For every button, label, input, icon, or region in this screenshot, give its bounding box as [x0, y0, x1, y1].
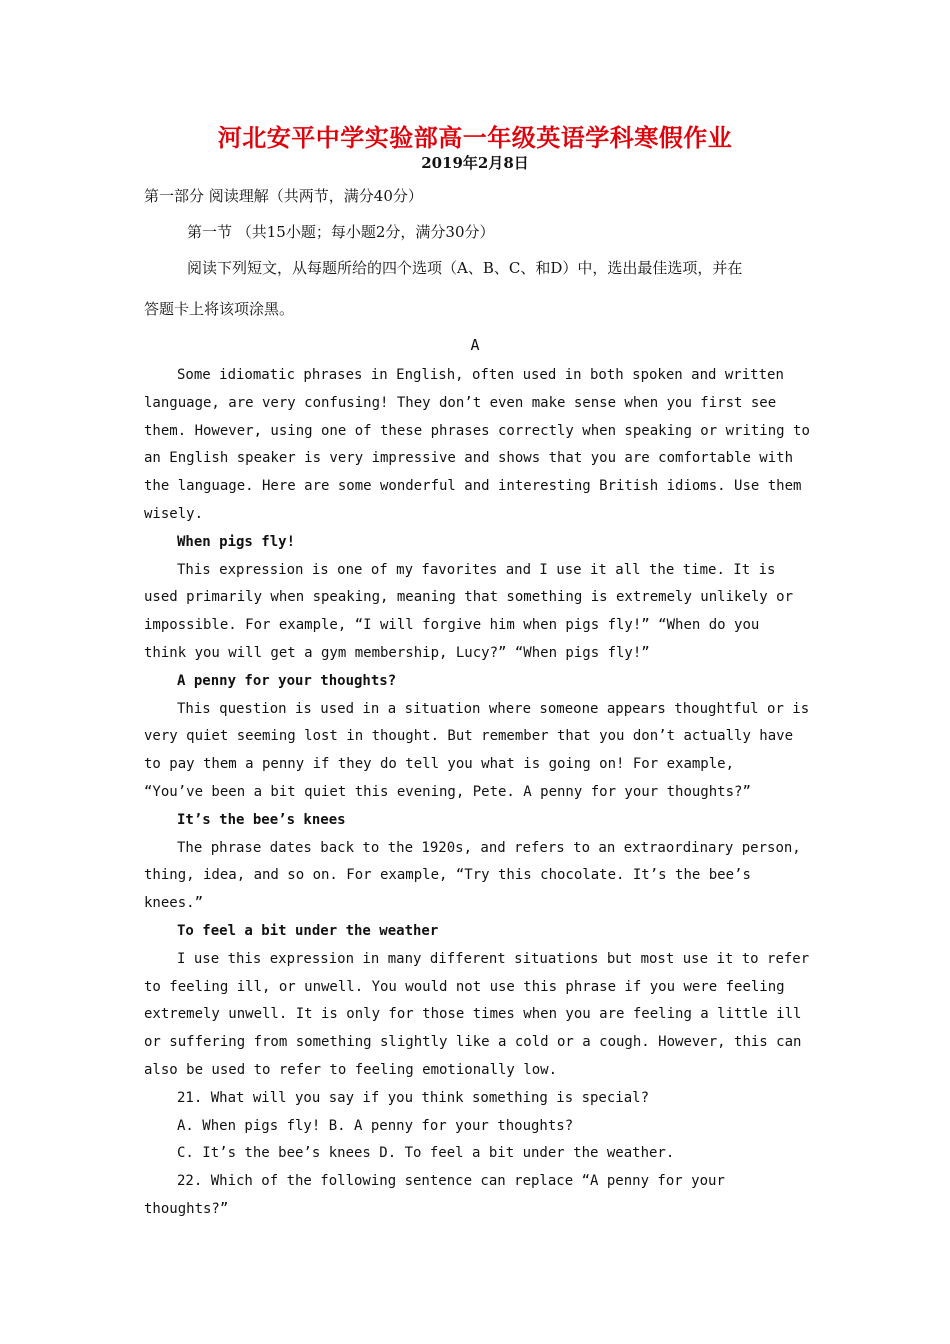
passage-line: I use this expression in many different situations but most use it to refer [177, 950, 810, 967]
passage-line: 21. What will you say if you think something is special? [177, 1089, 650, 1106]
instruction-line-2: 答题卡上将该项涂黑。 [144, 300, 295, 318]
passage-line: language, are very confusing! They don’t even make sense when you first see [144, 394, 777, 411]
passage-line: them. However, using one of these phrases correctly when speaking or writing to [144, 422, 810, 439]
passage-line: A. When pigs fly! B. A penny for your thoughts? [177, 1117, 574, 1134]
passage-line: or suffering from something slightly like a cold or a cough. However, this can [144, 1034, 802, 1051]
passage-line: an English speaker is very impressive and shows that you are comfortable with [144, 450, 794, 467]
section-heading: 第一节 （共15小题；每小题2分，满分30分） [187, 223, 495, 241]
idiom-heading: It’s the bee’s knees [177, 811, 346, 828]
part-heading: 第一部分 阅读理解（共两节，满分40分） [144, 187, 423, 205]
passage-line: This question is used in a situation where someone appears thoughtful or is [177, 700, 810, 717]
passage-line: C. It’s the bee’s knees D. To feel a bit under the weather. [177, 1145, 675, 1162]
passage-line: to feeling ill, or unwell. You would not use this phrase if you were feeling [144, 978, 785, 995]
passage-line: thing, idea, and so on. For example, “Try this chocolate. It’s the bee’s [144, 867, 751, 884]
passage-label: A [470, 336, 480, 354]
passage-line: 22. Which of the following sentence can replace “A penny for your [177, 1173, 725, 1190]
idiom-heading: A penny for your thoughts? [177, 672, 397, 689]
page-title: 河北安平中学实验部高一年级英语学科寒假作业 [217, 123, 733, 152]
passage-line: also be used to refer to feeling emotionally low. [144, 1061, 558, 1078]
passage-line: used primarily when speaking, meaning that something is extremely unlikely or [144, 589, 794, 606]
passage-line: Some idiomatic phrases in English, often used in both spoken and written [177, 367, 784, 383]
passage-line: knees.” [144, 895, 204, 912]
passage-line: extremely unwell. It is only for those times when you are feeling a little ill [144, 1006, 802, 1023]
passage-line: think you will get a gym membership, Lucy?” “When pigs fly!” [144, 644, 650, 661]
passage-line: very quiet seeming lost in thought. But remember that you don’t actually have [144, 728, 794, 745]
page-date: 2019年2月8日 [421, 154, 529, 172]
passage-line: wisely. [144, 505, 204, 522]
passage-line: This expression is one of my favorites and I use it all the time. It is [177, 561, 776, 578]
passage-line: “You’ve been a bit quiet this evening, Pete. A penny for your thoughts?” [144, 783, 751, 800]
instruction-line-1: 阅读下列短文，从每题所给的四个选项（A、B、C、和D）中，选出最佳选项，并在 [187, 259, 743, 277]
idiom-heading: To feel a bit under the weather [177, 922, 439, 939]
passage-line: the language. Here are some wonderful and interesting British idioms. Use them [144, 478, 802, 495]
passage-line: thoughts?” [144, 1200, 229, 1217]
passage-line: The phrase dates back to the 1920s, and refers to an extraordinary person, [177, 839, 801, 856]
passage-line: impossible. For example, “I will forgive him when pigs fly!” “When do you [144, 617, 760, 634]
passage-body [144, 362, 816, 1224]
passage-line: to pay them a penny if they do tell you what is going on! For example, [144, 756, 735, 773]
idiom-heading: When pigs fly! [177, 533, 296, 550]
